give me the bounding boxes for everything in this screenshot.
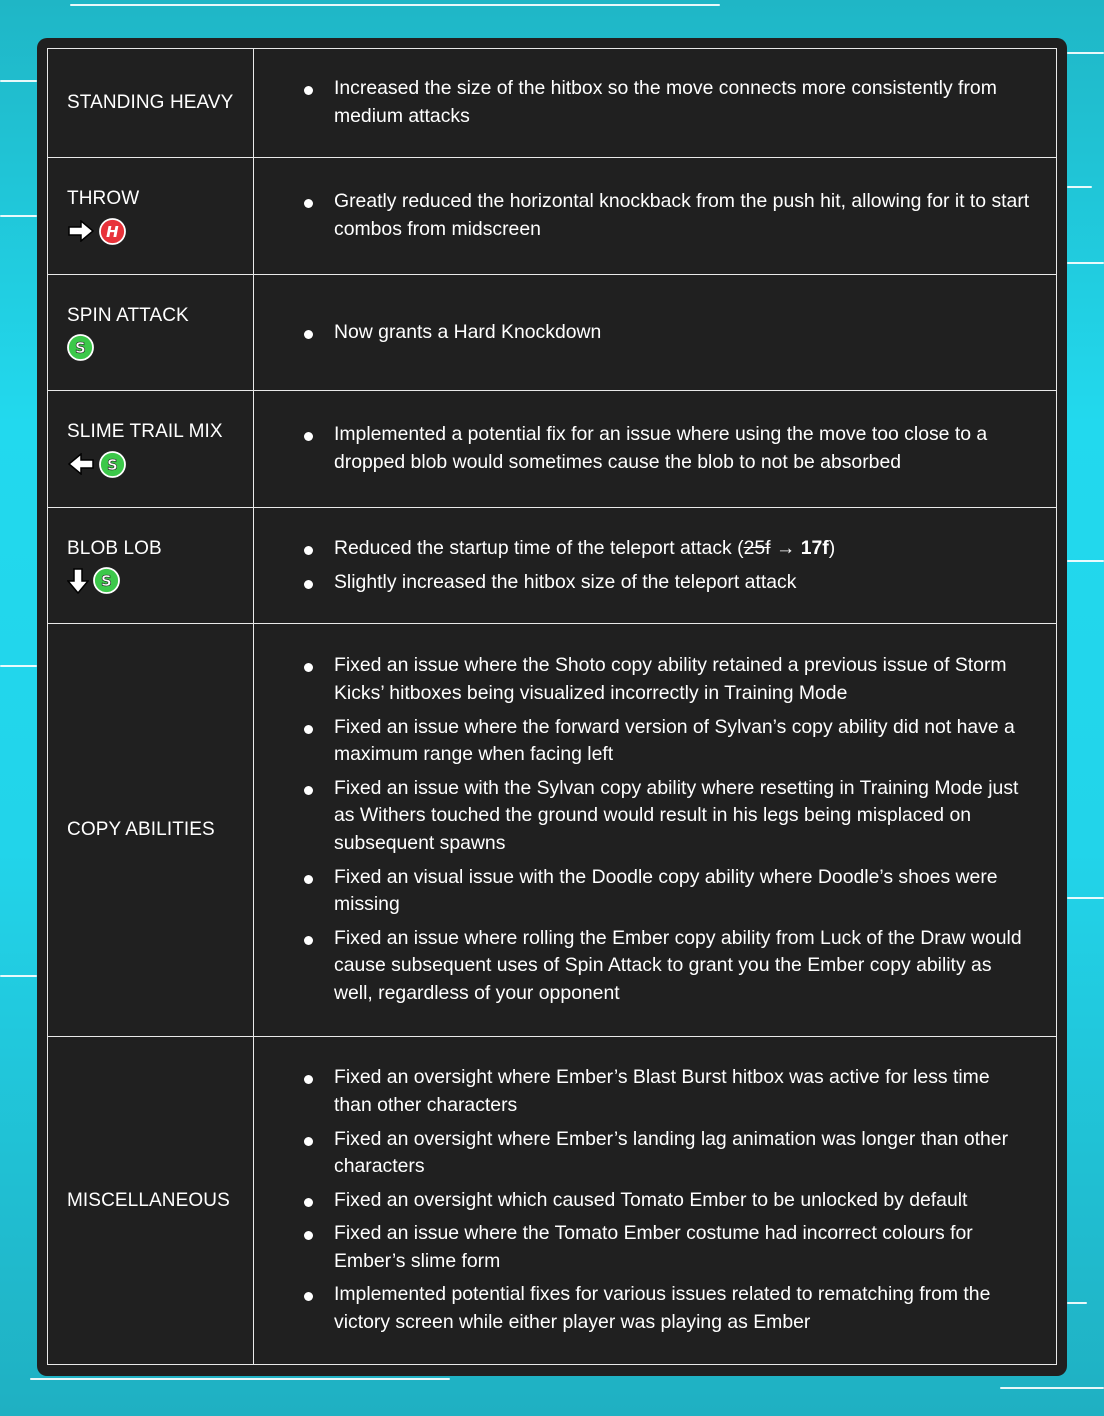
old-frames: 25f	[743, 536, 771, 559]
input-sequence	[67, 217, 253, 245]
move-cell	[48, 391, 254, 508]
special-button-icon	[93, 567, 120, 594]
svg-text:S: S	[75, 339, 86, 357]
background-streak	[1067, 52, 1104, 54]
move-name: THROW	[67, 188, 140, 209]
special-button-icon	[99, 451, 126, 478]
close-paren: )	[828, 536, 836, 559]
move-name: MISCELLANEOUS	[67, 1189, 230, 1211]
list-item: Fixed an visual issue with the Doodle copy ability where Doodle’s shoes were missing	[302, 864, 1030, 919]
down-arrow-icon	[67, 567, 89, 595]
move-cell	[48, 275, 254, 391]
list-item: Now grants a Hard Knockdown	[302, 319, 1030, 347]
table-row	[48, 158, 1057, 275]
left-arrow-icon	[67, 453, 95, 475]
change-list	[302, 535, 1030, 596]
changes-cell	[254, 624, 1057, 1037]
table-row	[48, 624, 1057, 1037]
table-row	[48, 275, 1057, 391]
list-item: Increased the size of the hitbox so the move connects more consistently from medium attacks	[302, 75, 1030, 130]
right-arrow-icon	[67, 220, 95, 242]
list-item: Fixed an issue where the Tomato Ember costume had incorrect colours for Ember’s slime form	[302, 1220, 1030, 1275]
background-streak	[1067, 897, 1104, 899]
list-item: Implemented a potential fix for an issue where using the move too close to a dropped blob would sometimes cause the blob to not be absorbed	[302, 421, 1030, 476]
changes-cell	[254, 508, 1057, 624]
change-list	[302, 75, 1030, 130]
background-streak	[1067, 186, 1092, 188]
background-streak	[30, 1378, 450, 1380]
list-item: Fixed an oversight which caused Tomato Ember to be unlocked by default	[302, 1187, 1030, 1215]
change-list	[302, 421, 1030, 476]
svg-text:S: S	[107, 455, 118, 474]
move-name: STANDING HEAVY	[67, 92, 234, 113]
move-cell	[48, 49, 254, 158]
move-name: SPIN ATTACK	[67, 304, 189, 326]
change-list	[302, 188, 1030, 243]
list-item: Fixed an issue with the Sylvan copy ability where resetting in Training Mode just as Withers touched the ground would result in his legs being misplaced on subsequent spawns	[302, 775, 1030, 858]
background-streak	[0, 975, 37, 977]
input-sequence	[67, 450, 253, 478]
input-sequence	[67, 334, 253, 362]
svg-text:S: S	[101, 572, 112, 590]
change-list	[302, 319, 1030, 347]
changes-cell	[254, 391, 1057, 508]
move-cell	[48, 624, 254, 1037]
special-button-icon	[67, 334, 94, 361]
new-frames: 17f	[800, 536, 829, 559]
svg-text:H: H	[106, 222, 119, 241]
changes-cell	[254, 1037, 1057, 1365]
list-item: Fixed an issue where rolling the Ember copy ability from Luck of the Draw would cause subsequent uses of Spin Attack to grant you the Ember copy ability as well, regardless of your opponent	[302, 925, 1030, 1008]
list-item: Fixed an oversight where Ember’s landing lag animation was longer than other characters	[302, 1126, 1030, 1181]
list-item: Fixed an issue where the forward version of Sylvan’s copy ability did not have a maximum range when facing left	[302, 714, 1030, 769]
change-arrow: →	[770, 536, 801, 559]
heavy-button-icon	[99, 218, 126, 245]
background-streak	[1067, 262, 1104, 264]
patch-notes-panel	[37, 38, 1067, 1376]
list-item: Greatly reduced the horizontal knockback from the push hit, allowing for it to start combos from midscreen	[302, 188, 1030, 243]
list-item: Fixed an oversight where Ember’s Blast Burst hitbox was active for less time than other characters	[302, 1064, 1030, 1119]
list-item: Fixed an issue where the Shoto copy ability retained a previous issue of Storm Kicks’ hitboxes being visualized incorrectly in Training Mode	[302, 652, 1030, 707]
move-cell	[48, 158, 254, 275]
input-sequence	[67, 567, 253, 595]
changes-cell	[254, 49, 1057, 158]
patch-notes-table	[47, 48, 1057, 1365]
changes-cell	[254, 275, 1057, 391]
table-row	[48, 508, 1057, 624]
table-row	[48, 49, 1057, 158]
background-streak	[0, 215, 37, 217]
list-item: Implemented potential fixes for various issues related to rematching from the victory screen while either player was playing as Ember	[302, 1281, 1030, 1336]
background-streak	[1000, 1387, 1104, 1389]
list-item	[302, 535, 1030, 563]
move-cell	[48, 508, 254, 624]
change-list	[302, 652, 1030, 1007]
move-name: COPY ABILITIES	[67, 819, 215, 840]
table-row	[48, 1037, 1057, 1365]
startup-text: Reduced the startup time of the teleport attack (	[334, 536, 744, 559]
background-streak	[1067, 1302, 1087, 1304]
background-streak	[0, 665, 37, 667]
change-list	[302, 1064, 1030, 1336]
background-streak	[0, 80, 37, 82]
move-name: SLIME TRAIL MIX	[67, 421, 223, 442]
background-streak	[1067, 560, 1104, 562]
move-name: BLOB LOB	[67, 537, 162, 559]
list-item: Slightly increased the hitbox size of the teleport attack	[302, 569, 1030, 597]
changes-cell	[254, 158, 1057, 275]
move-cell	[48, 1037, 254, 1365]
background-streak	[70, 4, 720, 6]
table-row	[48, 391, 1057, 508]
